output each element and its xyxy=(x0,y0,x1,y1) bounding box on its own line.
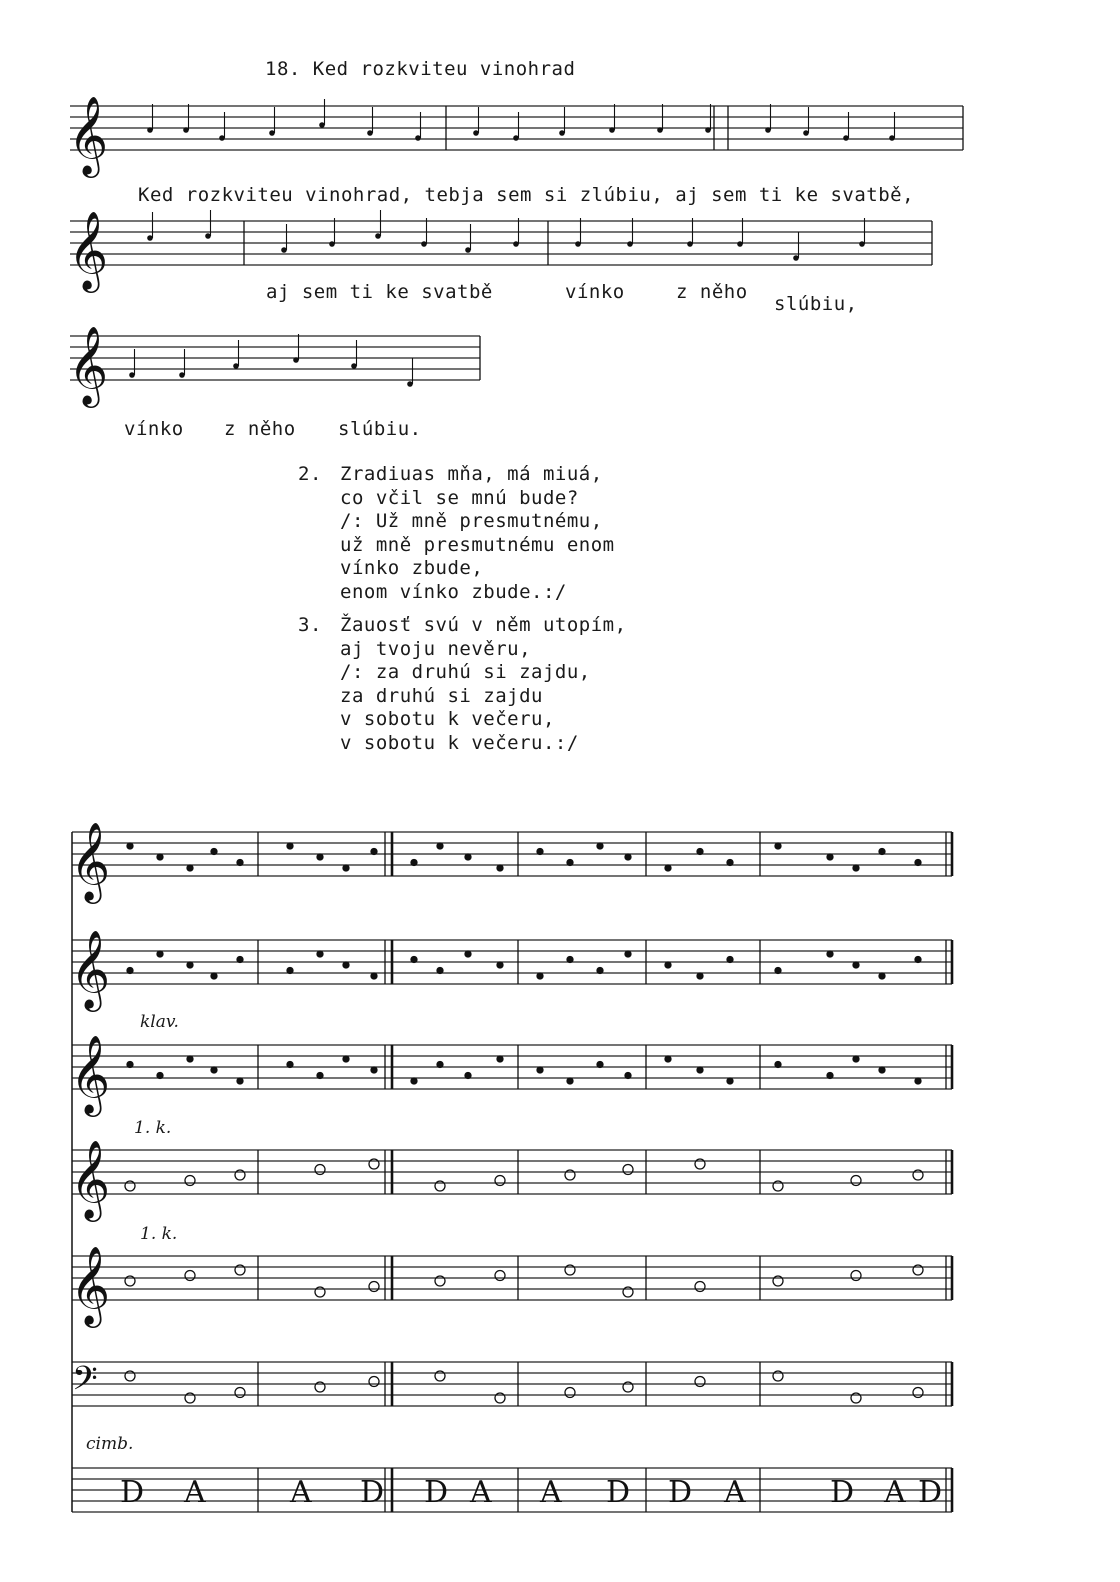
verse-line: v sobotu k večeru.:/ xyxy=(340,731,579,754)
score-note xyxy=(625,854,631,860)
score-note xyxy=(317,951,323,957)
score-note xyxy=(343,1056,349,1062)
score-note xyxy=(597,968,603,974)
score-note xyxy=(187,865,193,871)
score-note xyxy=(465,1073,471,1079)
cimbalom-chord-glyph: A xyxy=(540,1475,562,1510)
verse-3 xyxy=(298,614,627,755)
verse-line: Zradiuas mňa, má miuá, xyxy=(340,463,603,485)
score-note xyxy=(537,973,543,979)
score-note xyxy=(187,1056,193,1062)
lyric-line-1: Ked rozkviteu vinohrad, tebja sem si zlúbiu, aj sem ti ke svatbě, xyxy=(138,184,915,206)
treble-clef-icon: 𝄞 xyxy=(70,930,111,1009)
lyric-line-3b: z něho xyxy=(224,418,296,440)
score-note xyxy=(497,962,503,968)
score-note xyxy=(665,1056,671,1062)
score-note xyxy=(853,962,859,968)
score-note xyxy=(727,1078,733,1084)
cimbalom-chord-glyph: D xyxy=(668,1475,693,1510)
score-note xyxy=(437,843,443,849)
score-note xyxy=(565,1388,575,1398)
score-note xyxy=(237,860,243,866)
score-note xyxy=(567,1078,573,1084)
label-cimb: cimb. xyxy=(86,1434,134,1454)
lyric-line-2d: slúbiu, xyxy=(774,293,858,315)
cimbalom-chord-glyph: A xyxy=(884,1475,906,1510)
score-note xyxy=(369,1282,379,1292)
score-note xyxy=(127,1062,133,1068)
label-klav: klav. xyxy=(140,1012,179,1032)
score-note xyxy=(211,973,217,979)
score-note xyxy=(437,1062,443,1068)
score-note xyxy=(597,843,603,849)
cimbalom-chord-glyph: A xyxy=(724,1475,746,1510)
verse-line: enom vínko zbude.:/ xyxy=(340,580,567,603)
score-note xyxy=(343,865,349,871)
cimbalom-chord-glyph: A xyxy=(290,1475,312,1510)
cimbalom-chord-glyph: A xyxy=(470,1475,492,1510)
score-note xyxy=(915,1078,921,1084)
song-title: 18. Ked rozkviteu vinohrad xyxy=(265,58,576,80)
score-note xyxy=(853,865,859,871)
score-note xyxy=(727,860,733,866)
verse-2 xyxy=(298,463,615,604)
label-1k-b: 1. k. xyxy=(140,1224,178,1244)
score-note xyxy=(775,843,781,849)
score-note xyxy=(127,843,133,849)
score-note xyxy=(537,849,543,855)
lyric-line-2c: z něho xyxy=(676,281,748,303)
treble-clef-icon: 𝄞 xyxy=(70,822,111,901)
score-note xyxy=(157,1073,163,1079)
score-note xyxy=(497,1056,503,1062)
score-note xyxy=(827,854,833,860)
score-note xyxy=(411,860,417,866)
cimbalom-chord-glyph: D xyxy=(424,1475,449,1510)
score-note xyxy=(343,962,349,968)
score-note xyxy=(369,1377,379,1387)
score-note xyxy=(465,854,471,860)
score-note xyxy=(287,1062,293,1068)
score-note xyxy=(597,1062,603,1068)
lyric-line-3c: slúbiu. xyxy=(338,418,422,440)
score-note xyxy=(567,957,573,963)
score-note xyxy=(411,957,417,963)
score-note xyxy=(411,1078,417,1084)
treble-clef-icon: 𝄞 xyxy=(68,211,109,290)
score-note xyxy=(495,1271,505,1281)
score-note xyxy=(879,973,885,979)
score-note xyxy=(879,1067,885,1073)
verse-line: /: za druhú si zajdu, xyxy=(340,661,591,683)
score-note xyxy=(913,1388,923,1398)
score-note xyxy=(827,951,833,957)
verse-line: Žauosť svú v něm utopím, xyxy=(340,614,627,636)
verse-line: za druhú si zajdu xyxy=(340,684,543,707)
score-note xyxy=(497,865,503,871)
score-note xyxy=(371,849,377,855)
score-note xyxy=(665,865,671,871)
score-note xyxy=(915,957,921,963)
score-note xyxy=(287,968,293,974)
score-note xyxy=(371,1067,377,1073)
score-note xyxy=(567,860,573,866)
verse-line: v sobotu k večeru, xyxy=(340,708,555,730)
score-note xyxy=(237,1078,243,1084)
score-note xyxy=(851,1176,861,1186)
cimbalom-chord-glyph: D xyxy=(830,1475,855,1510)
score-note xyxy=(127,968,133,974)
lyric-line-2a: aj sem ti ke svatbě xyxy=(266,281,493,303)
score-note xyxy=(187,962,193,968)
label-1k-a: 1. k. xyxy=(134,1118,172,1138)
score-note xyxy=(185,1271,195,1281)
bass-clef-icon: 𝄢 xyxy=(72,1360,98,1406)
cimbalom-chord-glyph: D xyxy=(120,1475,145,1510)
score-note xyxy=(775,1062,781,1068)
score-note xyxy=(879,849,885,855)
score-note xyxy=(697,849,703,855)
treble-clef-icon: 𝄞 xyxy=(70,1035,111,1114)
score-note xyxy=(237,957,243,963)
verse-number: 3. xyxy=(298,614,322,636)
score-note xyxy=(437,968,443,974)
verse-line: /: Už mně presmutnému, xyxy=(340,510,603,532)
score-note xyxy=(851,1271,861,1281)
score-note xyxy=(317,1073,323,1079)
score-note xyxy=(537,1067,543,1073)
score-note xyxy=(665,962,671,968)
cimbalom-chord-glyph: D xyxy=(606,1475,631,1510)
score-note xyxy=(827,1073,833,1079)
score-note xyxy=(695,1377,705,1387)
score-note xyxy=(185,1176,195,1186)
treble-clef-icon: 𝄞 xyxy=(68,326,109,405)
lyric-line-2b: vínko xyxy=(565,281,625,303)
score-note xyxy=(317,854,323,860)
score-note xyxy=(211,1067,217,1073)
cimbalom-chord-glyph: D xyxy=(918,1475,943,1510)
score-note xyxy=(623,1165,633,1175)
score-note xyxy=(465,951,471,957)
verse-line: vínko zbude, xyxy=(340,557,484,579)
verse-line: aj tvoju nevěru, xyxy=(340,637,532,660)
treble-clef-icon: 𝄞 xyxy=(70,1140,111,1219)
score-note xyxy=(727,957,733,963)
score-note xyxy=(625,1073,631,1079)
verse-number: 2. xyxy=(298,463,322,485)
score-note xyxy=(211,849,217,855)
verse-line: už mně presmutnému enom xyxy=(340,533,615,556)
score-note xyxy=(853,1056,859,1062)
score-note xyxy=(775,968,781,974)
score-note xyxy=(157,951,163,957)
score-note xyxy=(695,1282,705,1292)
score-note xyxy=(495,1176,505,1186)
score-note xyxy=(315,1165,325,1175)
treble-clef-icon: 𝄞 xyxy=(68,96,109,175)
cimbalom-chord-glyph: D xyxy=(360,1475,385,1510)
score-note xyxy=(915,860,921,866)
score-note xyxy=(697,1067,703,1073)
score-note xyxy=(697,973,703,979)
verse-line: co včil se mnú bude? xyxy=(340,486,579,509)
score-note xyxy=(235,1388,245,1398)
score-note xyxy=(371,973,377,979)
score-note xyxy=(625,951,631,957)
score-note xyxy=(157,854,163,860)
lyric-line-3a: vínko xyxy=(124,418,184,440)
score-note xyxy=(287,843,293,849)
treble-clef-icon: 𝄞 xyxy=(70,1246,111,1325)
cimbalom-chord-glyph: A xyxy=(184,1475,206,1510)
